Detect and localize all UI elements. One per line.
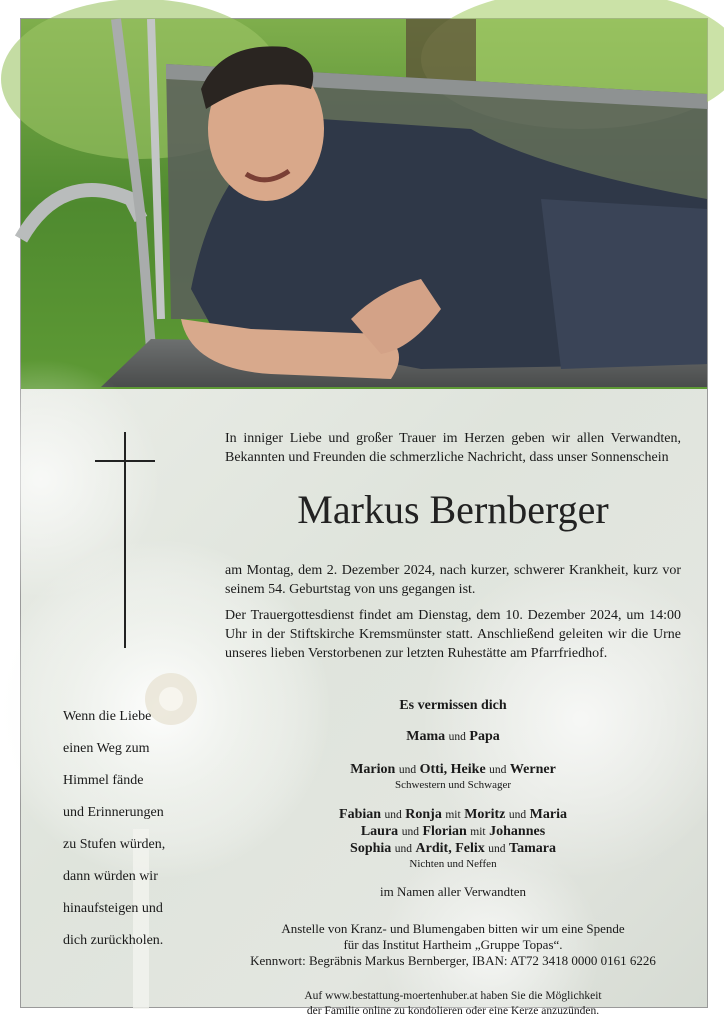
mourners-nephews-line3: Sophia und Ardit, Felix und Tamara xyxy=(350,841,556,856)
donation-line-3: Kennwort: Begräbnis Markus Bernberger, IBAN: AT72 3418 0000 0161 6226 xyxy=(250,953,656,968)
memorial-poem xyxy=(63,701,183,957)
cross-symbol xyxy=(95,432,155,648)
siblings-caption: Schwestern und Schwager xyxy=(394,779,512,791)
relatives-line: im Namen aller Verwandten xyxy=(380,884,526,899)
obituary-text-area xyxy=(21,389,707,1017)
poem-line: dann würden wir xyxy=(63,869,158,884)
funeral-service-info: Der Trauergottesdienst findet am Dienstag, dem 10. Dezember 2024, um 14:00 Uhr in der Stiftskirche Kremsmünster statt. Anschließend geleiten wir die Urne unseres lieben Verstorbenen zur letzten Ruhestätte am Pfarrfriedhof. xyxy=(225,608,681,661)
poem-line: Himmel fände xyxy=(63,773,144,788)
mourners-parents: Mama und Papa xyxy=(406,729,500,744)
deceased-name: Markus Bernberger xyxy=(297,487,609,532)
mourners-nephews-line1: Fabian und Ronja mit Moritz und Maria xyxy=(339,807,567,822)
poem-line: hinaufsteigen und xyxy=(63,901,163,916)
nephews-caption: Nichten und Neffen xyxy=(409,858,497,870)
online-condolence-line-1: Auf www.bestattung-moertenhuber.at haben Sie die Möglichkeit xyxy=(304,990,602,1002)
mourners-heading: Es vermissen dich xyxy=(399,698,507,713)
poem-line: zu Stufen würden, xyxy=(63,837,166,852)
obituary-card xyxy=(20,18,708,1017)
poem-line: einen Weg zum xyxy=(63,741,150,756)
mourners-siblings: Marion und Otti, Heike und Werner xyxy=(350,762,556,777)
poem-line: dich zurückholen. xyxy=(63,933,164,948)
donation-line-2: für das Institut Hartheim „Gruppe Topas“. xyxy=(343,937,563,952)
donation-line-1: Anstelle von Kranz- und Blumengaben bitten wir um eine Spende xyxy=(281,921,625,936)
mourners-nephews-line2: Laura und Florian mit Johannes xyxy=(360,824,546,839)
death-notice: am Montag, dem 2. Dezember 2024, nach kurzer, schwerer Krankheit, kurz vor seinem 54. Geburtstag von uns gegangen ist. xyxy=(225,563,681,597)
online-condolence-line-2: der Familie online zu kondolieren oder eine Kerze anzuzünden. xyxy=(306,1005,600,1017)
intro-text: In inniger Liebe und großer Trauer im Herzen geben wir allen Verwandten, Bekannten und Freunden die schmerzliche Nachricht, dass unser Sonnenschein xyxy=(225,431,681,465)
poem-line: Wenn die Liebe xyxy=(63,709,152,724)
portrait-photo xyxy=(21,19,707,389)
poem-line: und Erinnerungen xyxy=(63,805,164,820)
portrait-illustration xyxy=(21,19,707,389)
